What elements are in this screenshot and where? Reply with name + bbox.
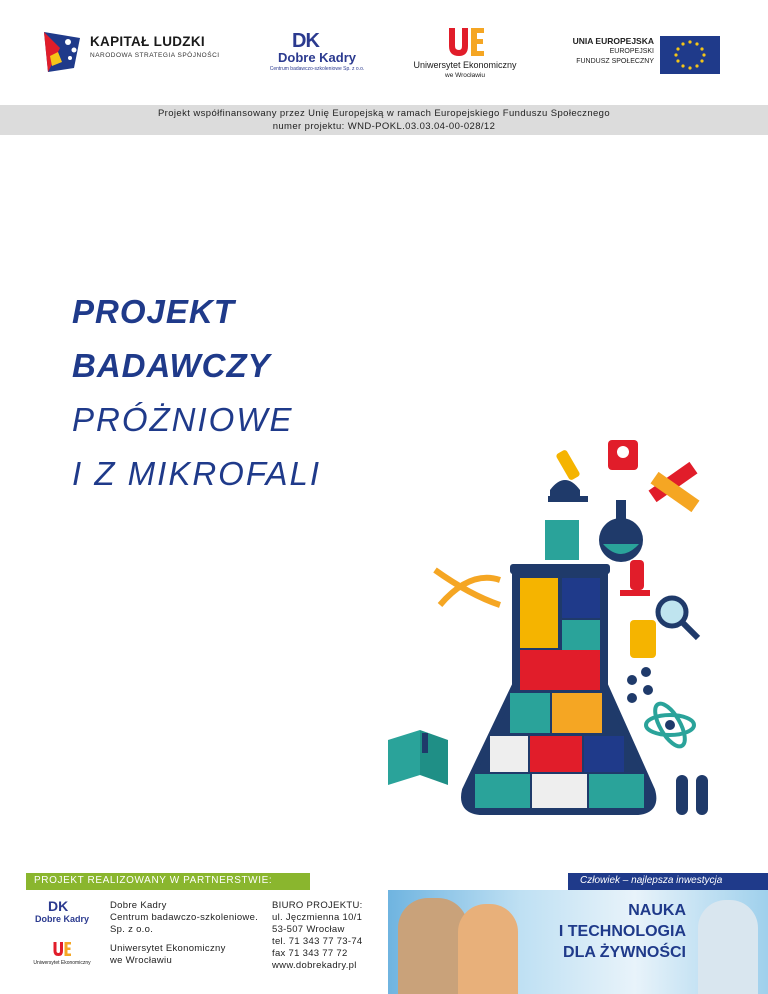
title-line4: I Z MIKROFALI <box>72 455 322 492</box>
atom-icon <box>646 699 694 751</box>
test-tubes-icon <box>676 775 708 815</box>
open-book-icon <box>388 730 448 785</box>
title-line1: PROJEKT <box>72 293 235 330</box>
program-line2: I TECHNOLOGIA <box>558 923 686 940</box>
counter-icon <box>608 440 638 470</box>
document-title <box>72 285 321 501</box>
students-photo-2 <box>458 904 518 994</box>
partner2-line1: Uniwersytet Ekonomiczny <box>110 943 226 954</box>
molecule-icon <box>627 667 653 703</box>
office-line1: ul. Jęczmienna 10/1 <box>272 912 363 923</box>
microscope-icon <box>548 449 588 502</box>
ue-small-logo <box>30 940 94 980</box>
slogan-bar <box>568 873 768 890</box>
ue-name: Uniwersytet Ekonomiczny <box>413 60 517 70</box>
office-address <box>272 900 363 972</box>
title-line3: PRÓŻNIOWE <box>72 401 294 438</box>
title-line2: BADAWCZY <box>72 347 271 384</box>
office-line5[interactable]: www.dobrekadry.pl <box>272 960 357 971</box>
cofinance-line1: Projekt współfinansowany przez Unię Europejską w ramach Europejskiego Funduszu Społecznego <box>157 108 611 119</box>
bottle-icon <box>630 620 656 658</box>
kapital-ludzki-subtitle: NARODOWA STRATEGIA SPÓJNOŚCI <box>90 52 220 59</box>
program-title <box>556 900 686 963</box>
dobre-kadry-subtitle: Centrum badawczo-szkoleniowe Sp. z o.o. <box>269 66 365 72</box>
round-flask-icon <box>599 500 643 562</box>
partner-bar <box>26 873 310 890</box>
ue-small-name: Uniwersytet Ekonomiczny <box>33 960 91 966</box>
ue-emblem-icon <box>446 26 486 58</box>
kapital-ludzki-logo <box>40 28 230 78</box>
partner2-line2: we Wrocławiu <box>110 955 173 966</box>
program-line3: DLA ŻYWNOŚCI <box>563 944 686 961</box>
partner1-line1: Dobre Kadry <box>110 900 167 911</box>
science-flask-illustration <box>380 440 720 840</box>
program-line1: NAUKA <box>628 902 686 919</box>
office-line2: 53-507 Wrocław <box>272 924 345 935</box>
dobre-kadry-mark: DK <box>292 30 319 52</box>
partner2-address <box>110 943 226 967</box>
cofinance-line2: numer projektu: WND-POKL.03.03.04-00-028/12 <box>272 121 496 132</box>
office-label: BIURO PROJEKTU: <box>272 900 363 911</box>
eu-line3: FUNDUSZ SPOŁECZNY <box>576 58 654 65</box>
partner-label: PROJEKT REALIZOWANY W PARTNERSTWIE: <box>34 875 273 886</box>
dobre-kadry-small-logo <box>30 898 94 934</box>
program-photo-banner <box>388 890 768 994</box>
dna-icon <box>435 570 500 605</box>
scientist-photo <box>698 900 758 994</box>
ruler-icon <box>649 462 700 512</box>
office-line3: tel. 71 343 77 73-74 <box>272 936 363 947</box>
slogan-text: Człowiek – najlepsza inwestycja <box>580 875 723 886</box>
dobre-kadry-logo <box>262 30 372 80</box>
eu-line2: EUROPEJSKI <box>609 48 654 55</box>
dobre-kadry-name: Dobre Kadry <box>277 50 357 65</box>
magnifier-icon <box>658 598 698 638</box>
eu-logo <box>560 36 720 76</box>
dobre-kadry-small-mark: DK <box>48 898 69 914</box>
ue-logo <box>400 26 530 82</box>
dobre-kadry-small-name: Dobre Kadry <box>34 914 89 924</box>
partner1-line2: Centrum badawczo-szkoleniowe. <box>110 912 259 923</box>
ue-small-emblem-icon <box>52 940 72 958</box>
office-line4: fax 71 343 77 72 <box>272 948 348 959</box>
cofinance-banner <box>0 105 768 135</box>
ue-subtitle: we Wrocławiu <box>445 72 485 79</box>
partner1-address <box>110 900 258 936</box>
partner1-line3: Sp. z o.o. <box>110 924 154 935</box>
eu-flag-icon <box>660 36 720 74</box>
kapital-ludzki-emblem-icon <box>40 28 84 76</box>
red-microscope-icon <box>620 560 650 596</box>
kapital-ludzki-title: KAPITAŁ LUDZKI <box>90 34 205 49</box>
eu-line1: UNIA EUROPEJSKA <box>572 36 654 46</box>
book-icon <box>545 520 579 560</box>
